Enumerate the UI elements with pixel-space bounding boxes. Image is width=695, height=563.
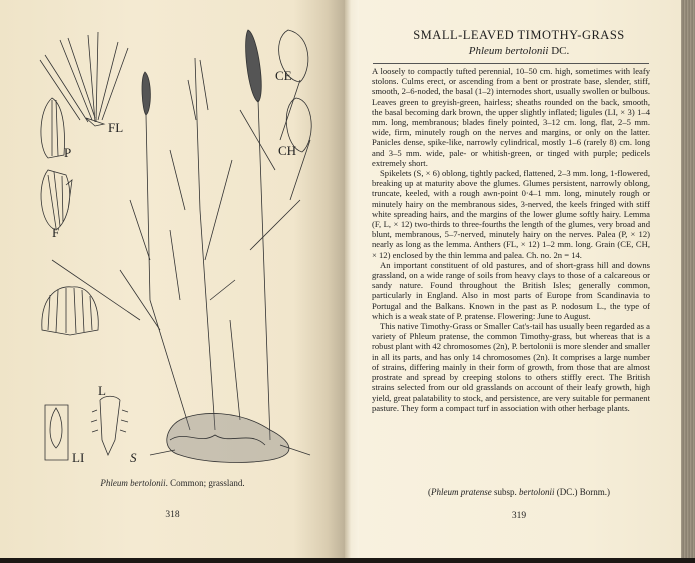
caption-text: . Common; grassland. [165, 478, 245, 488]
synonym-species: Phleum pratense [430, 487, 492, 497]
title-rule [373, 63, 649, 64]
ligule-drawing [45, 405, 68, 460]
page-edges [681, 0, 695, 560]
species-subtitle [369, 45, 669, 57]
label-ce: CE [275, 68, 292, 83]
paragraph-notes: This native Timothy-Grass or Smaller Cat's-tail has usually been regarded as a variety of Phleum pratense, the common Timothy-grass, but whereas that is a robust plant with 42 chromosomes (2n), P. bertolonii is more slender and smaller in all its parts, and has only 14 chromosomes (2n). It comprises a large number of strains, differing mainly in their form of growth, from those that are almost prostrate and spread by creeping stolons to others stiffly erect. The British strains selected from our old grasslands on account of their leafy growth, high yield, great palatability to stock, and persistence, are very suitable for permanent pasture. They form a compact turf in association with other herbage plants. [372, 321, 650, 413]
paragraph-spikelets: Spikelets (S, × 6) oblong, tightly packed, flattened, 2–3 mm. long, 1-flowered, breaking up at maturity above the glumes. Glumes persistent, narrowly oblong, truncate, keeled, with a rough awn-point 0·4–1 mm. long, minutely rough or minutely hairy on the membranous sides, 3-nerved, the keels fringed with stiff white spreading hairs, and the margins of the lower glume softly hairy. Lemma (F, L, × 12) two-thirds to three-fourths the length of the glumes, very broad and blunt, membranous, 5–7-nerved, minutely hairy on the nerves. Palea (P, × 12) nearly as long as the lemma. Anthers (FL, × 12) 1–2 mm. long. Grain (CE, CH, × 12) enclosed by the thin lemma and palea. Ch. no. 2n = 14. [372, 168, 650, 260]
synonym-infraspecific: bertolonii [519, 487, 555, 497]
palea-drawing [41, 98, 65, 158]
bottom-shadow [0, 558, 695, 563]
label-s: S [130, 450, 137, 465]
synonym-open: ( [427, 487, 431, 497]
panicle-main [246, 30, 262, 102]
species-description [372, 66, 650, 413]
synonym-authority: (DC.) Bornm.) [554, 487, 610, 497]
panicle-small [142, 72, 150, 115]
synonym-subsp: subsp. [491, 487, 519, 497]
label-fl: FL [108, 120, 124, 135]
left-page [0, 0, 345, 560]
page-number-left: 318 [165, 510, 180, 520]
floret-drawing [40, 32, 128, 126]
label-l: L [98, 383, 106, 398]
label-p: P [64, 145, 72, 160]
lemma-side-drawing [41, 170, 72, 230]
subtitle-authority: DC. [548, 45, 570, 57]
book-gutter [345, 0, 359, 560]
subtitle-species: Phleum bertolonii [468, 45, 549, 57]
root-mass [150, 413, 310, 462]
label-ch: CH [278, 143, 297, 158]
label-f: F [52, 225, 60, 240]
page-title: SMALL-LEAVED TIMOTHY-GRASS [413, 28, 625, 42]
figure-caption [0, 478, 345, 488]
lemma-drawing [42, 287, 98, 335]
spikelet-drawing [91, 396, 128, 455]
paragraph-description: A loosely to compactly tufted perennial, 10–50 cm. high, sometimes with leafy stolons. Culms erect, or ascending from a bent or prostrate base, slender, stiff, smooth, 2–6-noded, the basal (1–2) internodes short, usually swollen or bulbous. Leaves green to greyish-green, hairless; sheaths rounded on the back, smooth, the basal becoming dark brown, the upper slightly inflated; ligules (LI, × 3) 1–4 mm. long, membranous; blades finely pointed, 3–12 cm. long, flat, 2–5 mm. wide, firm, minutely rough on the nerves and margins, or only on the latter. Panicles dense, spike-like, narrowly cylindrical, mostly 1–6 (rarely 8) cm. long and 3–5 mm. wide, pale- or whitish-green, or tinged with purple; pedicels extremely short. [372, 66, 650, 168]
page-number-right: 319 [511, 511, 527, 521]
paragraph-habitat: An important constituent of old pastures, and of short-grass hill and downs grassland, on a wide range of soils from heavy clays to those of a calcareous or sandy nature. Found throughout the British Isles; generally common, particularly in England. Also in most parts of Europe from Scandinavia to Portugal and the Balkans. Known in the past as P. nodosum L., the type of which is a weak state of P. pratense. Flowering: June to August. [372, 259, 650, 321]
caption-species: Phleum bertolonii [100, 478, 166, 488]
right-page [359, 0, 681, 560]
label-li: LI [72, 450, 85, 465]
synonym-line [369, 487, 669, 497]
